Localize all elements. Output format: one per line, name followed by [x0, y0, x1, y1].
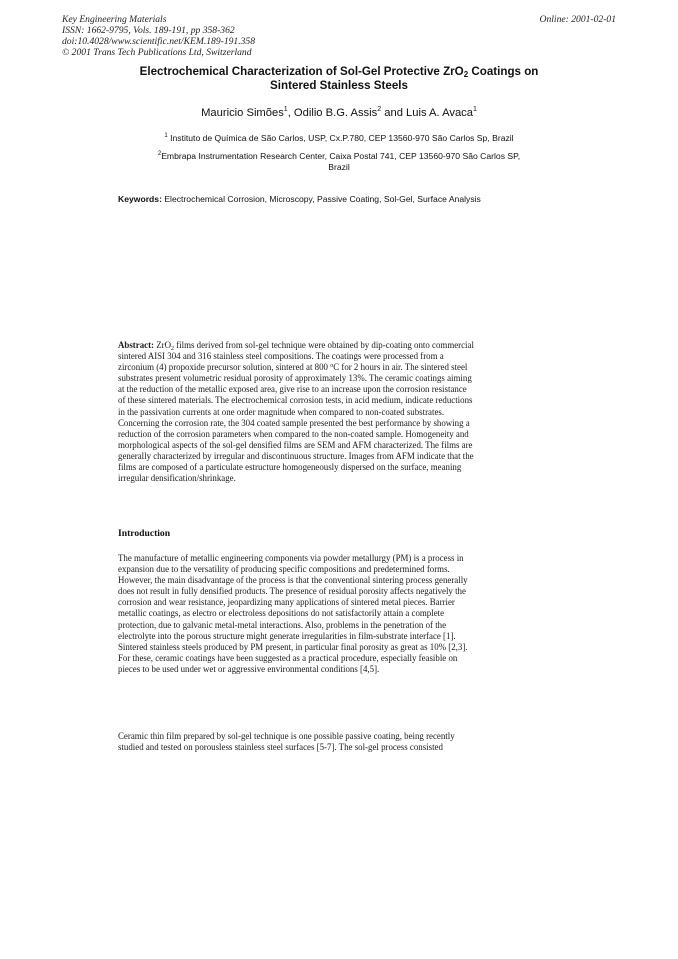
- online-date: Online: 2001-02-01: [539, 14, 616, 25]
- keywords: [118, 194, 578, 205]
- intro-paragraph-1: The manufacture of metallic engineering components via powder metallurgy (PM) is a process in expansion due to the versatility of producing specific compositions and predetermined forms. However, the main disadvantage of the process is that the conventional sintering process generally does not result in fully densified products. The presence of residual porosity affects negatively the corrosion and wear resistance, jeopardizing many applications of sintered metal pieces. Barrier metallic coatings, as electro or electroless depositions do not satisfactorily attain a complete protection, due to galvanic metal-metal interactions. Also, problems in the penetration of the electrolyte into the porous structure might generate irregularities in film-substrate interface [1]. Sintered stainless steels produced by PM present, in particular final porosity as great as 10% [2,3]. For these, ceramic coatings have been suggested as a practical procedure, especially feasible on pieces to be used under wet or aggressive environmental conditions [4,5].: [118, 553, 468, 674]
- abstract-label: Abstract:: [118, 340, 154, 350]
- intro-paragraph-2: Ceramic thin film prepared by sol-gel technique is one possible passive coating, being recently studied and tested on porousless stainless steel surfaces [5-7]. The sol-gel process consisted: [118, 731, 455, 753]
- author-name: Luis A. Avaca: [406, 107, 473, 119]
- paper-title: [62, 65, 616, 93]
- copyright-line: © 2001 Trans Tech Publications Ltd, Switzerland: [62, 47, 252, 58]
- affiliation-2: $^2$Embrapa Instrumentation Research Center, Caixa Postal 741, CEP 13560-970 São Carlos SP, Brazil: [157, 151, 521, 172]
- author-list: Mauricio Simões$^1$, Odilio B.G. Assis$^2$ and Luis A. Avaca$^1$: [201, 106, 477, 119]
- issn-line: ISSN: 1662-9795, Vols. 189-191, pp 358-362: [62, 25, 235, 36]
- keywords-text: Electrochemical Corrosion, Microscopy, Passive Coating, Sol-Gel, Surface Analysis: [161, 194, 481, 204]
- title-line-2: Sintered Stainless Steels: [270, 79, 408, 92]
- doi-line: doi:10.4028/www.scientific.net/KEM.189-191.358: [62, 36, 256, 47]
- keywords-label: Keywords:: [118, 194, 162, 204]
- journal-header: [62, 14, 255, 58]
- journal-name: Key Engineering Materials: [62, 14, 167, 25]
- author-name: Odilio B.G. Assis: [293, 107, 378, 119]
- affiliation-1: $^1$ Instituto de Química de São Carlos, USP, Cx.P.780, CEP 13560-970 São Carlos Sp, Brazil: [164, 133, 514, 143]
- abstract: Abstract: ZrO$_2$ films derived from sol-gel technique were obtained by dip-coating onto commercial sintered AISI 304 and 316 stainless steel compositions. The coatings were processed from a zirconium (4) propoxide precursor solution, sintered at 800 $^o$C for 2 hours in air. The sintered steel substrates present volumetric residual porosity of approximately 13%. The ceramic coatings aiming at the reduction of the metallic exposed area, give rise to an increase upon the corrosion resistance of these sintered materials. The electrochemical corrosion tests, in acid medium, indicate reductions in the passivation currents at one order magnitude when compared to non-coated substrates. Concerning the corrosion rate, the 304 coated sample presented the best performance by showing a reduction of the corrosion parameters when compared to the non-coated sample. Homogeneity and morphological aspects of the sol-gel densified films are SEM and AFM characterized. The films are generally characterized by irregular and discontinuous structure. Images from AFM indicate that the films are composed of a particulate estructure homogeneously dispersed on the surface, meaning irregular densification/shrinkage.: [118, 340, 474, 484]
- author-name: Mauricio Simões: [201, 107, 284, 119]
- title-line-1: Electrochemical Characterization of Sol-Gel Protective ZrO$_2$ Coatings on: [139, 65, 539, 79]
- section-heading-introduction: Introduction: [118, 528, 171, 539]
